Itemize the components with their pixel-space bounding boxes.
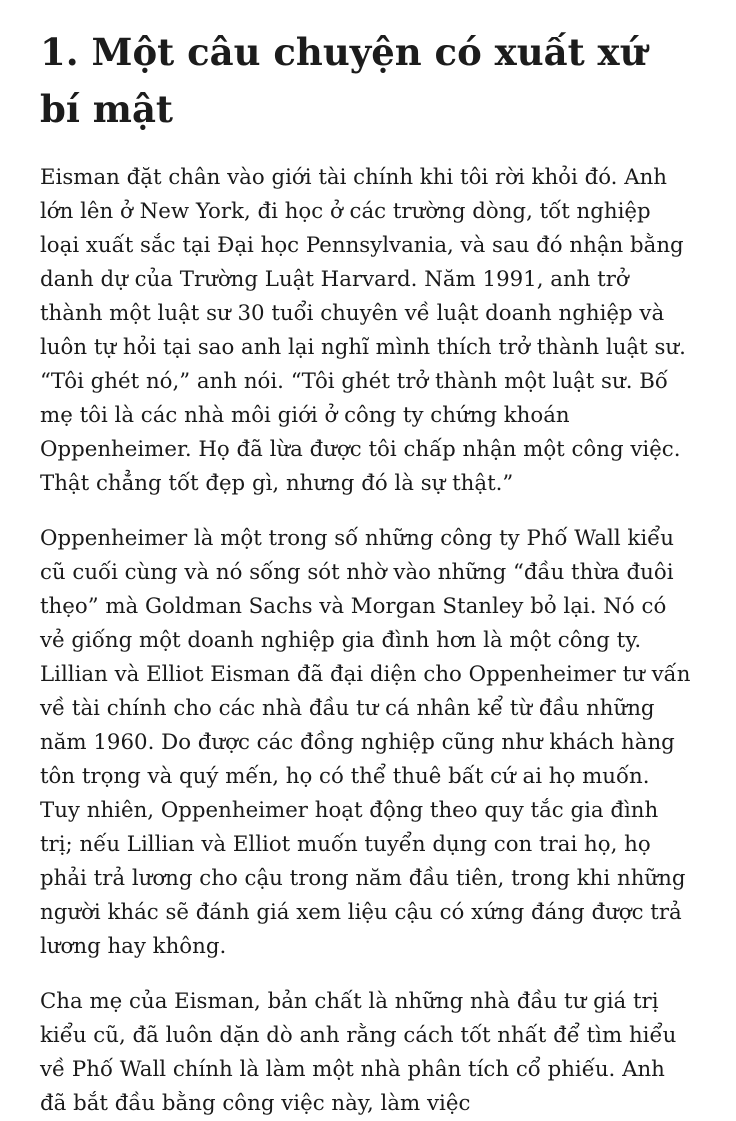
chapter-title: 1. Một câu chuyện có xuất xứ bí mật	[40, 30, 647, 132]
body-paragraph: Eisman đặt chân vào giới tài chính khi tôi rời khỏi đó. Anh lớn lên ở New York, đi học ở các trường dòng, tốt nghiệp loại xuất sắc tại Đại học Pennsylvania, và sau đó nhận bằng danh dự của Trường Luật Harvard. Năm 1991, anh trở thành một luật sư 30 tuổi chuyên về luật doanh nghiệp và luôn tự hỏi tại sao anh lại nghĩ mình thích trở thành luật sư. “Tôi ghét nó,” anh nói. “Tôi ghét trở thành một luật sư. Bố mẹ tôi là các nhà môi giới ở công ty chứng khoán Oppenheimer. Họ đã lừa được tôi chấp nhận một công việc. Thật chẳng tốt đẹp gì, nhưng đó là sự thật.”	[40, 164, 686, 496]
body-paragraph: Oppenheimer là một trong số những công ty Phố Wall kiểu cũ cuối cùng và nó sống sót nhờ vào những “đầu thừa đuôi thẹo” mà Goldman Sachs và Morgan Stanley bỏ lại. Nó có vẻ giống một doanh nghiệp gia đình hơn là một công ty. Lillian và Elliot Eisman đã đại diện cho Oppenheimer tư vấn về tài chính cho các nhà đầu tư cá nhân kể từ đầu những năm 1960. Do được các đồng nghiệp cũng như khách hàng tôn trọng và quý mến, họ có thể thuê bất cứ ai họ muốn. Tuy nhiên, Oppenheimer hoạt động theo quy tắc gia đình trị; nếu Lillian và Elliot muốn tuyển dụng con trai họ, họ phải trả lương cho cậu trong năm đầu tiên, trong khi những người khác sẽ đánh giá xem liệu cậu có xứng đáng được trả lương hay không.	[40, 525, 691, 959]
body-paragraph: Cha mẹ của Eisman, bản chất là những nhà đầu tư giá trị kiểu cũ, đã luôn dặn dò anh rằng cách tốt nhất để tìm hiểu về Phố Wall chính là làm một nhà phân tích cổ phiếu. Anh đã bắt đầu bằng công việc này, làm việc	[40, 988, 677, 1116]
